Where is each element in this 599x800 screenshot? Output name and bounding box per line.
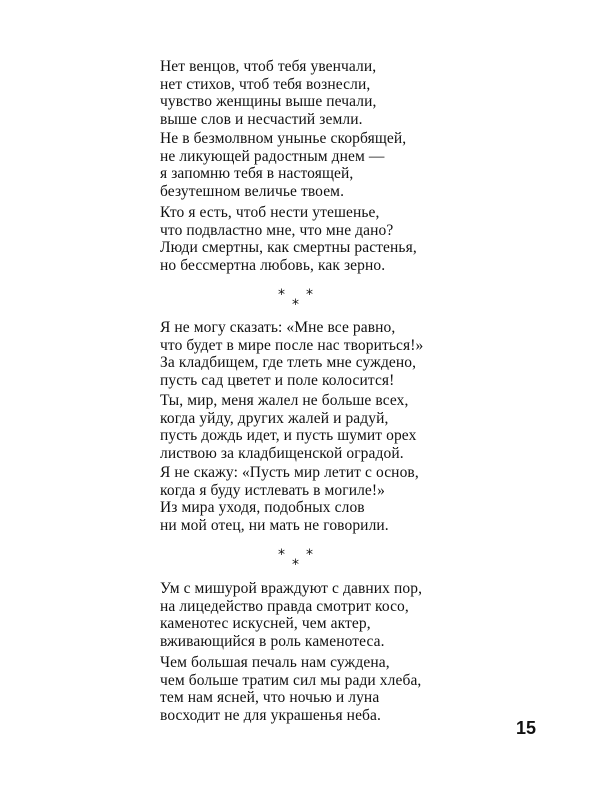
poem-line: Я не могу сказать: «Мне все равно,	[160, 319, 396, 336]
poem-line: не ликующей радостным днем —	[160, 147, 385, 165]
poem-line: Чем большая печаль нам суждена,	[160, 654, 390, 671]
poem-line: Нет венцов, чтоб тебя увенчали,	[160, 58, 377, 75]
asterisk-glyph: *	[292, 557, 299, 573]
poem-line: Не в безмолвном унынье скорбящей,	[160, 130, 407, 147]
page-number: 15	[516, 718, 537, 738]
poem-line: Кто я есть, чтоб нести утешенье,	[160, 204, 380, 221]
poem-line: пусть дождь идет, и пусть шумит орех	[160, 427, 417, 444]
poem-line: Люди смертны, как смертны растенья,	[160, 239, 417, 256]
asterisk-glyph: *	[306, 287, 313, 303]
poem-3-stanza-2	[160, 654, 421, 724]
poem-line: выше слов и несчастий земли.	[160, 110, 363, 128]
poem-line: вживающийся в роль каменотеса.	[160, 632, 385, 650]
poem-line: За кладбищем, где тлеть мне суждено,	[160, 354, 417, 371]
poem-line: ни мой отец, ни мать не говорили.	[160, 516, 389, 534]
poem-1-stanza-3	[160, 204, 417, 274]
poem-line: когда я буду истлевать в могиле!»	[160, 481, 386, 499]
poem-line: листвою за кладбищенской оградой.	[160, 444, 404, 462]
poem-line: что подвластно мне, что мне дано?	[160, 221, 394, 239]
poem-line: чем больше тратим сил мы ради хлеба,	[160, 671, 422, 689]
poem-line: я запомню тебя в настоящей,	[160, 165, 354, 182]
asterism-separator	[270, 548, 320, 574]
poem-line: чувство женщины выше печали,	[160, 93, 377, 110]
poem-2-stanza-2	[160, 392, 416, 462]
asterism-separator	[270, 288, 320, 314]
poem-line: но бессмертна любовь, как зерно.	[160, 256, 386, 274]
poem-line: тем нам ясней, что ночью и луна	[160, 689, 380, 706]
asterisk-glyph: *	[278, 287, 285, 303]
poem-line: восходит не для украшенья неба.	[160, 706, 382, 724]
poem-1-stanza-2	[160, 130, 406, 200]
poem-line: что будет в мире после нас твориться!»	[160, 336, 424, 354]
poem-line: Я не скажу: «Пусть мир летит с основ,	[160, 464, 419, 481]
poem-line: Ум с мишурой враждуют с давних пор,	[160, 580, 423, 597]
poem-2-stanza-3	[160, 464, 419, 534]
asterisk-glyph: *	[278, 547, 285, 563]
poem-2-stanza-1	[160, 319, 423, 389]
poem-line: каменотес искусней, чем актер,	[160, 615, 371, 632]
poem-line: Из мира уходя, подобных слов	[160, 499, 365, 516]
poem-1-stanza-1	[160, 58, 377, 128]
poem-line: Ты, мир, меня жалел не больше всех,	[160, 392, 409, 409]
poem-line: нет стихов, чтоб тебя вознесли,	[160, 75, 371, 93]
poem-line: пусть сад цветет и поле колосится!	[160, 371, 395, 389]
poem-line: когда уйду, других жалей и радуй,	[160, 409, 389, 427]
poem-line: безутешном величье твоем.	[160, 182, 345, 200]
poem-3-stanza-1	[160, 580, 422, 650]
asterisk-glyph: *	[306, 547, 313, 563]
poem-line: на лицедейство правда смотрит косо,	[160, 597, 409, 615]
asterisk-glyph: *	[292, 297, 299, 313]
